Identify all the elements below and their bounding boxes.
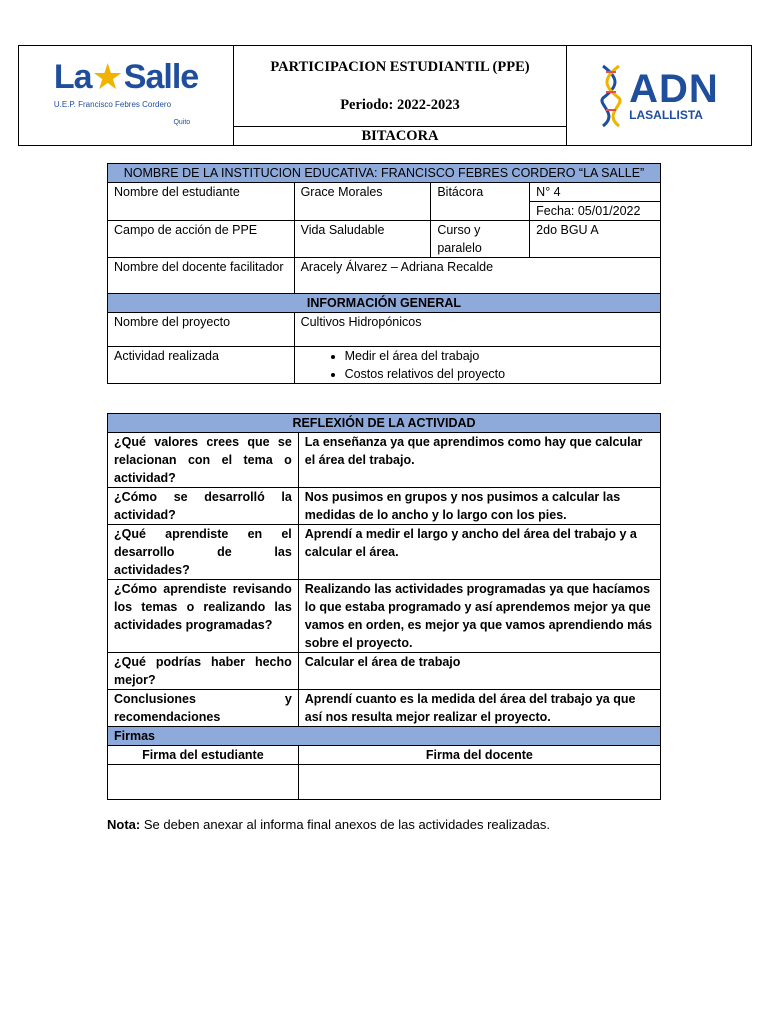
school-logo: La★Salle U.E.P. Francisco Febres Cordero Quito	[19, 46, 234, 146]
logo-subtitle: U.E.P. Francisco Febres Cordero	[53, 99, 172, 109]
list-item: • Medir el área del trabajo	[345, 347, 654, 365]
header-title-block	[234, 46, 567, 146]
signatures-header: Firmas	[108, 727, 661, 746]
adn-logo	[567, 46, 752, 146]
reflection-question: ¿Qué aprendiste en el desarrollo de las actividades?	[108, 525, 299, 580]
bitacora-date: Fecha: 05/01/2022	[530, 202, 661, 221]
reflection-answer: Calcular el área de trabajo	[298, 653, 660, 690]
institution-header: NOMBRE DE LA INSTITUCION EDUCATIVA: FRANCISCO FEBRES CORDERO “LA SALLE”	[108, 164, 661, 183]
activity-list	[301, 347, 654, 383]
student-signature-label: Firma del estudiante	[108, 746, 299, 765]
reflection-question: ¿Cómo aprendiste revisando los temas o realizando las actividades programadas?	[108, 580, 299, 653]
document-header	[18, 45, 752, 146]
adn-subtitle: LASALLISTA	[629, 107, 703, 122]
bitacora-label: Bitácora	[431, 183, 530, 221]
logo-word: La	[53, 57, 92, 96]
reflection-answer: Realizando las actividades programadas ya que hacíamos lo que estaba programado y así aprendemos mejor ya que vamos en orden, es mejor ya que vamos aprendiendo más sobre el proyecto.	[298, 580, 660, 653]
field-value: Vida Saludable	[294, 221, 431, 258]
note-label: Nota:	[107, 817, 141, 832]
reflection-question: Conclusiones y recomendaciones	[108, 690, 299, 727]
bitacora-number: N° 4	[530, 183, 661, 202]
reflection-table	[107, 413, 661, 800]
reflection-answer: Aprendí a medir el largo y ancho del área del trabajo y a calcular el área.	[298, 525, 660, 580]
student-signature-field[interactable]	[108, 765, 299, 800]
reflection-answer: Nos pusimos en grupos y nos pusimos a calcular las medidas de lo ancho y lo largo con los pies.	[298, 488, 660, 525]
document-title: PARTICIPACION ESTUDIANTIL (PPE)	[270, 59, 530, 75]
teacher-signature-field[interactable]	[298, 765, 660, 800]
student-info-table	[107, 163, 661, 384]
period-label: Periodo: 2022-2023	[340, 97, 460, 113]
reflection-answer: Aprendí cuanto es la medida del área del trabajo ya que así nos resulta mejor realizar el proyecto.	[298, 690, 660, 727]
teacher-value: Aracely Álvarez – Adriana Recalde	[294, 258, 660, 294]
teacher-signature-label: Firma del docente	[298, 746, 660, 765]
reflection-question: ¿Cómo se desarrolló la actividad?	[108, 488, 299, 525]
project-value: Cultivos Hidropónicos	[294, 313, 660, 347]
footer-note	[107, 817, 550, 832]
reflection-question: ¿Qué podrías haber hecho mejor?	[108, 653, 299, 690]
logo-city: Quito	[173, 118, 191, 126]
reflection-question: ¿Qué valores crees que se relacionan con el tema o actividad?	[108, 433, 299, 488]
star-icon: ★	[91, 55, 124, 97]
project-label: Nombre del proyecto	[108, 313, 295, 347]
activity-list-cell	[294, 347, 660, 384]
student-name-value: Grace Morales	[294, 183, 431, 221]
reflection-answer: La enseñanza ya que aprendimos como hay que calcular el área del trabajo.	[298, 433, 660, 488]
teacher-label: Nombre del docente facilitador	[108, 258, 295, 294]
list-item: • Costos relativos del proyecto	[345, 365, 654, 383]
adn-title: ADN	[629, 66, 719, 111]
section-title: BITACORA	[234, 126, 566, 145]
course-label: Curso y paralelo	[431, 221, 530, 258]
note-text: Se deben anexar al informa final anexos de las actividades realizadas.	[140, 817, 550, 832]
field-label: Campo de acción de PPE	[108, 221, 295, 258]
course-value: 2do BGU A	[530, 221, 661, 258]
dna-helix-icon	[599, 64, 623, 128]
reflection-header: REFLEXIÓN DE LA ACTIVIDAD	[108, 414, 661, 433]
general-info-header: INFORMACIÓN GENERAL	[108, 294, 661, 313]
student-name-label: Nombre del estudiante	[108, 183, 295, 221]
activity-label: Actividad realizada	[108, 347, 295, 384]
